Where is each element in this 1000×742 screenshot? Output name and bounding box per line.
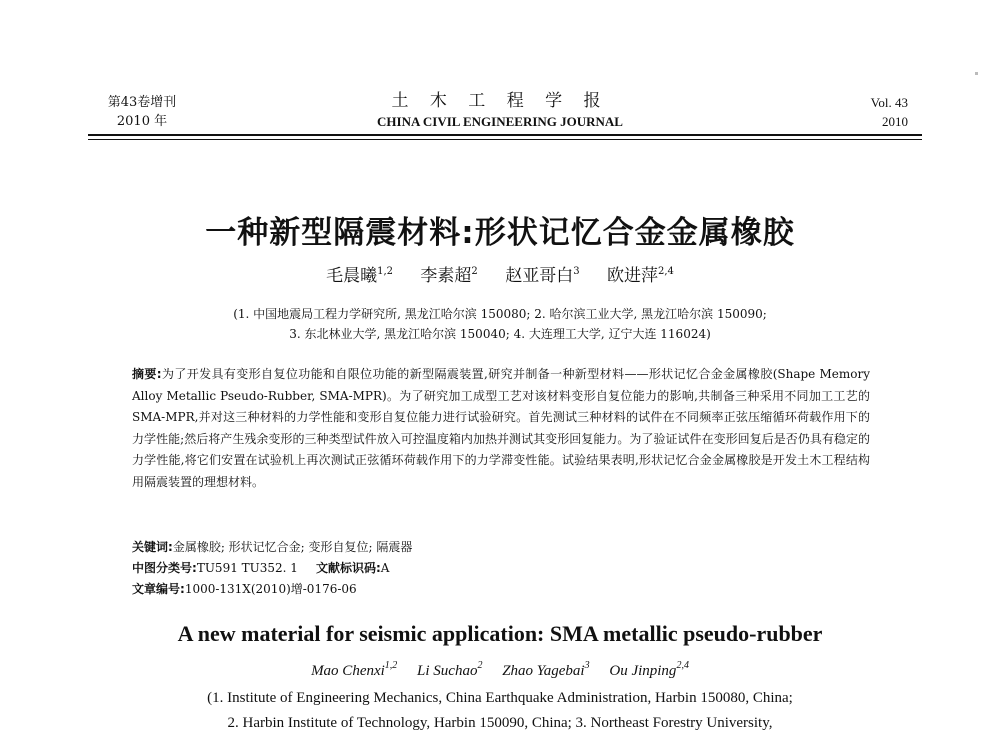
author-en (609, 660, 689, 679)
author-cn (505, 266, 579, 286)
article-number-label: 文章编号: (132, 582, 185, 596)
author-affil-ref: 2 (471, 266, 478, 277)
author-cn (326, 266, 393, 286)
author-list-en (100, 660, 900, 682)
abstract-text: 为了开发具有变形自复位功能和自限位功能的新型隔震装置,研究并制备一种新型材料——形状记忆合金金属橡胶(Shape Memory Alloy Metallic Pseudo-Rubber, SMA-MPR)。为了研究加工成型工艺对该材料变形自复位能力的影响,共制备三种采用不同加工工艺的SMA-MPR,并对这三种材料的力学性能和变形自复位能力进行试验研究。首先测试三种材料的试件在不同频率正弦压缩循环荷载作用下的力学性能;然后将产生残余变形的三种类型试件放入可控温度箱内加热并测试其变形回复能力。为了验证试件在变形回复后是否仍具有稳定的力学性能,将它们安置在试验机上再次测试正弦循环荷载作用下的力学滞变性能。试验结果表明,形状记忆合金金属橡胶是开发土木工程结构用隔震装置的理想材料。 (132, 367, 870, 489)
header-left (92, 93, 192, 131)
author-affil-ref: 2,4 (657, 266, 674, 277)
classification (132, 558, 870, 578)
header-journal (300, 90, 700, 131)
abstract-label: 摘要: (132, 367, 162, 381)
author-en (502, 660, 590, 679)
journal-name-cn: 土 木 工 程 学 报 (391, 91, 609, 111)
author-name: Mao Chenxi (311, 663, 385, 679)
scan-speck (975, 72, 978, 75)
header-volume-en: Vol. 43 (870, 95, 908, 110)
abstract (132, 364, 870, 493)
author-en (311, 660, 398, 679)
author-cn (420, 266, 477, 286)
author-name: 毛晨曦 (326, 266, 378, 286)
author-name: 欧进萍 (606, 266, 658, 286)
keywords (132, 537, 870, 557)
author-name: Ou Jinping (609, 663, 677, 679)
doc-code-label: 文献标识码: (315, 561, 381, 575)
keywords-label: 关键词: (132, 540, 173, 554)
author-name: 李素超 (420, 266, 472, 286)
classification-text: TU591 TU352. 1 (196, 561, 298, 575)
author-affil-ref: 1,2 (384, 660, 398, 671)
affiliation-line: 2. Harbin Institute of Technology, Harbin 150090, China; 3. Northeast Forestry University, (227, 715, 773, 731)
header-volume-cn: 第43卷增刊 (107, 95, 177, 110)
author-affil-ref: 3 (584, 660, 590, 671)
affiliations-cn (100, 304, 900, 344)
header-year-en: 2010 (882, 114, 908, 129)
affiliations-en (100, 686, 900, 736)
author-affil-ref: 2,4 (676, 660, 689, 671)
author-name: 赵亚哥白 (505, 266, 574, 286)
author-en (417, 660, 483, 679)
author-name: Li Suchao (417, 663, 478, 679)
header-year-cn: 2010 年 (116, 114, 168, 129)
doc-code: A (380, 561, 390, 575)
author-affil-ref: 3 (573, 266, 580, 277)
paper-title-en: A new material for seismic application: SMA metallic pseudo-rubber (177, 621, 823, 646)
author-list-cn (100, 264, 900, 288)
author-name: Zhao Yagebai (502, 663, 585, 679)
keywords-text: 金属橡胶; 形状记忆合金; 变形自复位; 隔震器 (172, 540, 413, 554)
header-right (828, 93, 908, 131)
affiliation-line: (1. Institute of Engineering Mechanics, China Earthquake Administration, Harbin 150080, China; (207, 690, 793, 706)
author-cn (607, 266, 674, 286)
paper-title-cn: 一种新型隔震材料:形状记忆合金金属橡胶 (205, 215, 795, 251)
author-affil-ref: 1,2 (377, 266, 394, 277)
header-rule-thin (88, 139, 922, 140)
header-rule-thick (88, 134, 922, 136)
article-number (132, 579, 870, 599)
classification-label: 中图分类号: (132, 561, 197, 575)
journal-name-en: CHINA CIVIL ENGINEERING JOURNAL (377, 114, 623, 129)
author-affil-ref: 2 (477, 660, 483, 671)
article-number-text: 1000-131X(2010)增-0176-06 (184, 582, 357, 596)
affiliation-line: (1. 中国地震局工程力学研究所, 黑龙江哈尔滨 150080; 2. 哈尔滨工业大学, 黑龙江哈尔滨 150090; (233, 307, 767, 321)
affiliation-line: 3. 东北林业大学, 黑龙江哈尔滨 150040; 4. 大连理工大学, 辽宁大连 116024) (289, 327, 711, 341)
